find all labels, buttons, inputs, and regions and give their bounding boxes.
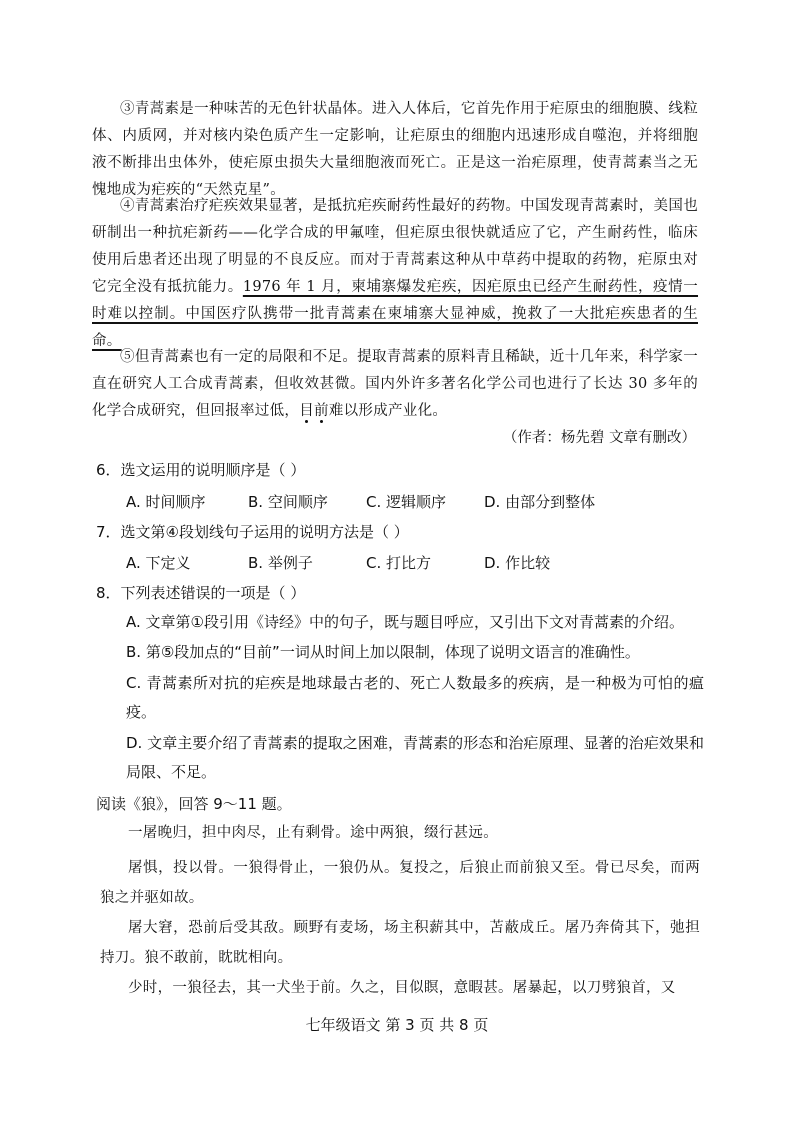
wolf-paragraph-1-text: 一屠晚归，担中肉尽，止有剩骨。途中两狼，缀行甚远。 [128, 825, 498, 841]
question-7-stem: 7．选文第④段划线句子运用的说明方法是（ ） [96, 523, 409, 541]
page-footer: 七年级语文 第 3 页 共 8 页 [305, 1016, 489, 1034]
question-8-stem: 8．下列表述错误的一项是（ ） [96, 584, 306, 602]
q7-option-b[interactable]: B. 举例子 [248, 554, 313, 572]
paragraph-3-text: ③青蒿素是一种味苦的无色针状晶体。进入人体后，它首先作用于疟原虫的细胞膜、线粒体、内质网，并对核内染色质产生一定影响，让疟原虫的细胞内迅速形成自噬泡，并将细胞液不断排出虫体外，使疟原虫损失大量细胞液而死亡。正是这一治疟原理，使青蒿素当之无愧地成为疟疾的“天然克星”。 [92, 101, 698, 198]
wolf-paragraph-2-text: 屠惧，投以骨。一狼得骨止，一狼仍从。复投之，后狼止而前狼又至。骨已尽矣，而两狼之并驱如故。 [100, 860, 700, 906]
question-7-options [126, 548, 706, 578]
underlined-sentence: 1976 年 1 月，柬埔寨爆发疟疾，因疟原虫已经产生耐药性，疫情一时难以控制。中国医疗队携带一批青蒿素在柬埔寨大显神威，挽救了一大批疟疾患者的生命。 [92, 279, 699, 349]
question-6-stem: 6．选文运用的说明顺序是（ ） [96, 461, 306, 479]
wolf-paragraph-4 [100, 975, 700, 1002]
reading-intro: 阅读《狼》，回答 9～11 题。 [96, 795, 292, 813]
q7-option-c[interactable]: C. 打比方 [366, 554, 432, 572]
q6-option-d[interactable]: D. 由部分到整体 [484, 493, 596, 511]
paragraph-5-tail: 难以形成产业化。 [328, 403, 448, 419]
q7-option-d[interactable]: D. 作比较 [484, 554, 551, 572]
passage-paragraph-4 [92, 193, 698, 355]
wolf-paragraph-3 [100, 913, 700, 973]
paragraph-5-text: ⑤但青蒿素也有一定的局限和不足。提取青蒿素的原料青且稀缺，近十几年来，科学家一直在研究人工合成青蒿素，但收效甚微。国内外许多著名化学公司也进行了长达 30 多年的化学合成研究，但回报率过低， [92, 349, 698, 419]
wolf-paragraph-2 [100, 853, 700, 913]
dotted-word: 目前 [299, 403, 329, 419]
q8-option-c[interactable]: C. 青蒿素所对抗的疟疾是地球最古老的、死亡人数最多的疾病，是一种极为可怕的瘟疫。 [126, 674, 704, 721]
q8-option-b[interactable]: B. 第⑤段加点的“目前”一词从时间上加以限制，体现了说明文语言的准确性。 [126, 643, 640, 661]
q8-option-d[interactable]: D. 文章主要介绍了青蒿素的提取之困难，青蒿素的形态和治疟原理、显著的治疟效果和局限、不足。 [126, 734, 704, 781]
passage-paragraph-3 [92, 96, 698, 204]
passage-paragraph-5 [92, 344, 698, 425]
author-credit: （作者：杨先碧 文章有删改） [502, 430, 696, 446]
q8-option-a[interactable]: A. 文章第①段引用《诗经》中的句子，既与题目呼应，又引出下文对青蒿素的介绍。 [126, 613, 684, 631]
question-6-options [126, 487, 706, 517]
q7-option-a[interactable]: A. 下定义 [126, 554, 191, 572]
wolf-paragraph-1 [100, 820, 700, 847]
emphasis-dot [320, 420, 323, 423]
paragraph-4-text: ④青蒿素治疗疟疾效果显著，是抵抗疟疾耐药性最好的药物。中国发现青蒿素时，美国也研制出一种抗疟新药——化学合成的甲氟喹，但疟原虫很快就适应了它，产生耐药性，临床使用后患者还出现了明显的不良反应。而对于青蒿素这种从中草药中提取的药物，疟原虫对它完全没有抵抗能力。 [92, 198, 698, 295]
q6-option-a[interactable]: A. 时间顺序 [126, 493, 206, 511]
q6-option-c[interactable]: C. 逻辑顺序 [366, 493, 447, 511]
q6-option-b[interactable]: B. 空间顺序 [248, 493, 328, 511]
wolf-paragraph-4-text: 少时，一狼径去，其一犬坐于前。久之，目似瞑，意暇甚。屠暴起，以刀劈狼首，又 [128, 980, 676, 996]
wolf-paragraph-3-text: 屠大窘，恐前后受其敌。顾野有麦场，场主积薪其中，苫蔽成丘。屠乃奔倚其下，弛担持刀。狼不敢前，眈眈相向。 [100, 920, 700, 966]
